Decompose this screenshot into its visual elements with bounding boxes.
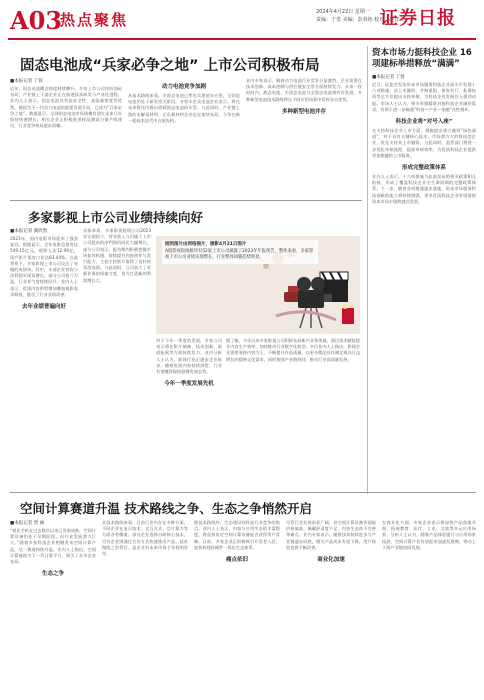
sidebar-article [372, 48, 476, 205]
lead-headline: 固态电池成“兵家必争之地” 上市公司积极布局 [20, 58, 320, 74]
compute-column-3 [194, 520, 280, 690]
film-column-2 [83, 228, 151, 490]
sidebar-text-3: 业内人士表示，十六项措施与此前发布的相关政策相互衔接，形成了覆盖科技企业全生命周期的完整政策体系。下一步，随着各项措施逐步落地，资本市场服务科技创新的能力将持续增强，更多优质科技企业有望借助资本市场实现跨越式发展。 [372, 174, 476, 204]
compute-text-3: 除技术路线外，生态建设同样是行业竞争的焦点。业内人士表示，内容与应用生态的丰富程度，将直接决定空间计算设备能否获得用户青睐。目前，多家企业正积极吸引开发者入驻，加快构建软硬件一体化生态体系。 [194, 520, 280, 550]
film-subhead-2: 今年一季度发展先机 [164, 381, 214, 388]
film-text-4: 据了解，今年以来多家影视公司积极布局新兴业务领域，通过技术赋能提升内容生产效率，加快推动行业数字化转型。多位业内人士指出，影视企业需要坚持内容为王，不断提升作品质量，以更多精品佳作满足观众日益增长的精神文化需求，同时加强产业链协同，推动行业高质量发展。 [226, 338, 360, 362]
caption-body: A股影视院线板块有52家上市公司披露了2023年年报预告，整体来看，多家影视上市公司业绩实现增长，行业整体回暖趋势明显。 [165, 248, 314, 260]
editor-line: 责编：于勇 美编：彭春艳 校对：赵智文 [316, 17, 405, 23]
film-text-2: 具体来看，多家影视院线公司2023年实现扭亏，营业收入与归属于上市公司股东的净利润均同比大幅增长。部分公司表示，报告期内积极把握市场复苏机遇，持续提升内容创作与发行能力，主投主控影片取得了良好的票房成绩。与此同时，公司加大了对新业务的探索力度，努力打造新的利润增长点。 [83, 228, 151, 283]
compute-column-5 [382, 520, 476, 690]
film-text-3: 对于今年一季度的发展，多家公司表示将在影片储备、技术创新、渠道拓展等方面持续发力。业内分析人士认为，影视行业正逐步走出低谷，随着优质内容持续供给，行业有望继续保持稳健发展态势。 [156, 338, 222, 375]
caption-title: 刚到图片由网络图片，摄影4月21日图片 [165, 242, 247, 247]
lead-text-1: 近年，固态电池概念热度持续攀升，多家上市公司纷纷加码布局，产业链上下游企业正在加速技术研发与产业化进程。业内人士表示，固态电池具有高安全性、高能量密度等优势，被视为下一代动力电池的重要发展方向，已成为“兵家必争之地”。数据显示，全球固态电池市场规模有望在未来几年保持快速增长，相关企业正积极推进样品测试与量产线建设，行业竞争格局逐步清晰。 [10, 86, 122, 129]
lead-text-2: 从技术路线来看，半固态电池已率先实现装车应用，全固态电池仍处于研发攻关阶段。多家车企及电池企业表示，将在未来数年内推出搭载固态电池的车型。与此同时，产业链上游的电解质材料、正负极材料企业也在加快布局，力争在新一轮技术迭代中占据先机。 [128, 93, 240, 123]
masthead [0, 0, 484, 40]
compute-text-2: 从技术路线来看，目前行业内存在多种方案，不同企业在显示技术、交互方式、芯片算力等方面各有侧重。部分企业选择自研核心技术，另有企业则通过合作方式快速推出产品。技术路线之争背后，是企业对未来市场主导权的争夺。 [102, 520, 188, 557]
newspaper-logo: 证券日报 [380, 8, 456, 29]
film-photo [156, 236, 360, 334]
section-divider-2 [10, 492, 476, 493]
film-headline: 多家影视上市公司业绩持续向好 [28, 210, 204, 225]
film-column-1 [10, 228, 78, 490]
compute-subhead-3: 商业化加速 [317, 557, 345, 564]
compute-subhead-2: 痛点依旧 [225, 557, 248, 564]
compute-text-4: 尽管行业发展前景广阔，但空间计算设备仍面临价格偏高、佩戴舒适度不足、内容生态尚不完善等痛点。业内专家表示，随着技术持续进步与产业链逐步成熟，相关产品成本有望下降，用户体验也将不断改善。 [286, 520, 376, 550]
lead-column-1 [10, 78, 122, 196]
compute-byline: ■本报记者 贾 丽 [10, 521, 45, 526]
lead-subhead-1: 动力电池竞争加剧 [161, 84, 206, 90]
film-text-1: 2023年，国内电影市场迎来了强劲复苏。数据显示，全年电影总票房达549.15亿元，观影人次12.99亿，国产影片票房占比达83.44%。在此背景下，多家影视上市公司交出了亮眼的成绩单。其中，头部企业营收与净利润实现双增长，部分公司扭亏为盈，行业景气度持续回升。业内人士表示，优质内容供给增加叠加观影需求释放，推动了行业业绩改善。 [10, 236, 78, 297]
film-column-4 [226, 338, 360, 490]
sidebar-text-1: 近日，证监会发布资本市场服务科技企业高水平发展十六项措施，从上市融资、并购重组、债券发行、私募投资等全方位提出支持举措，为科技企业发展注入强劲动能。市场人士认为，相关举措精准对接科技企业融资需求，有助于进一步畅通“科技—产业—金融”良性循环。 [372, 82, 476, 112]
sidebar-headline: 资本市场力挺科技企业 16项建标举措释放“满满” [372, 48, 472, 69]
lead-subhead-2: 多种新型电池并存 [281, 108, 326, 115]
header-rule [8, 38, 476, 40]
lead-byline: ■本报记者 丁蓉 [10, 79, 43, 84]
page-number: A03 [10, 6, 63, 35]
sidebar-text-2: 在支持科技企业上市方面，措施提出建立融资“绿色通道”，对于具有关键核心技术、市场潜力大的科技型企业，优先支持其上市融资。与此同时，监管部门将进一步优化审核流程，提高审核效率，为优质科技企业提供更加便捷的上市服务。 [372, 128, 476, 158]
film-photo-caption [162, 240, 318, 264]
compute-column-1 [10, 520, 96, 690]
lead-column-2 [128, 78, 240, 196]
compute-text-5: 在商业化方面，多家企业表示将加快产品落地节奏，拓展教育、医疗、工业、文旅等多元应用场景。分析人士认为，随着产品体验提升与应用场景拓展，空间计算产业有望迎来加速发展期，带动上下游产业链协同发展。 [382, 520, 476, 550]
film-byline: ■本报记者 冀欣然 [10, 229, 48, 234]
sidebar-subhead-1: 科技企业将“对号入座” [395, 119, 453, 126]
section-divider-1 [10, 200, 362, 201]
section-title: 热点聚焦 [60, 11, 129, 29]
compute-subhead-1: 生态之争 [41, 571, 64, 578]
film-subhead-1: 去年业绩普遍向好 [21, 304, 66, 311]
lead-column-3 [246, 78, 362, 196]
compute-column-4 [286, 520, 376, 690]
sidebar-byline: ■本报记者 丁蓉 [372, 75, 405, 80]
compute-headline: 空间计算赛道升温 技术路线之争、生态之争悄然开启 [20, 501, 312, 516]
film-column-3 [156, 338, 222, 490]
lead-text-3: 业内专家表示，随着动力电池行业竞争日益激烈，企业需要在技术创新、成本控制与供应链安全等方面持续发力。未来一段时间内，液态电池、半固态电池与全固态电池将并存发展，多种新型电池技术路线将在不同应用场景中发挥各自优势。 [246, 78, 362, 102]
date-line: 2024年4月22日 星期一 [316, 9, 370, 15]
compute-column-2 [102, 520, 188, 690]
sidebar-subhead-2: 形成完整政策体系 [401, 165, 446, 172]
compute-text-1: “相比手机在过去数年以来已发展成熟，空间计算设备仍处于早期阶段，但行业发展潜力巨大。”随着多家科技企业相继发布空间计算产品，这一赛道持续升温。业内人士指出，空间计算被视为下一代计算平台，吸引了众多企业布局。 [10, 528, 96, 565]
sidebar-divider [367, 46, 368, 494]
